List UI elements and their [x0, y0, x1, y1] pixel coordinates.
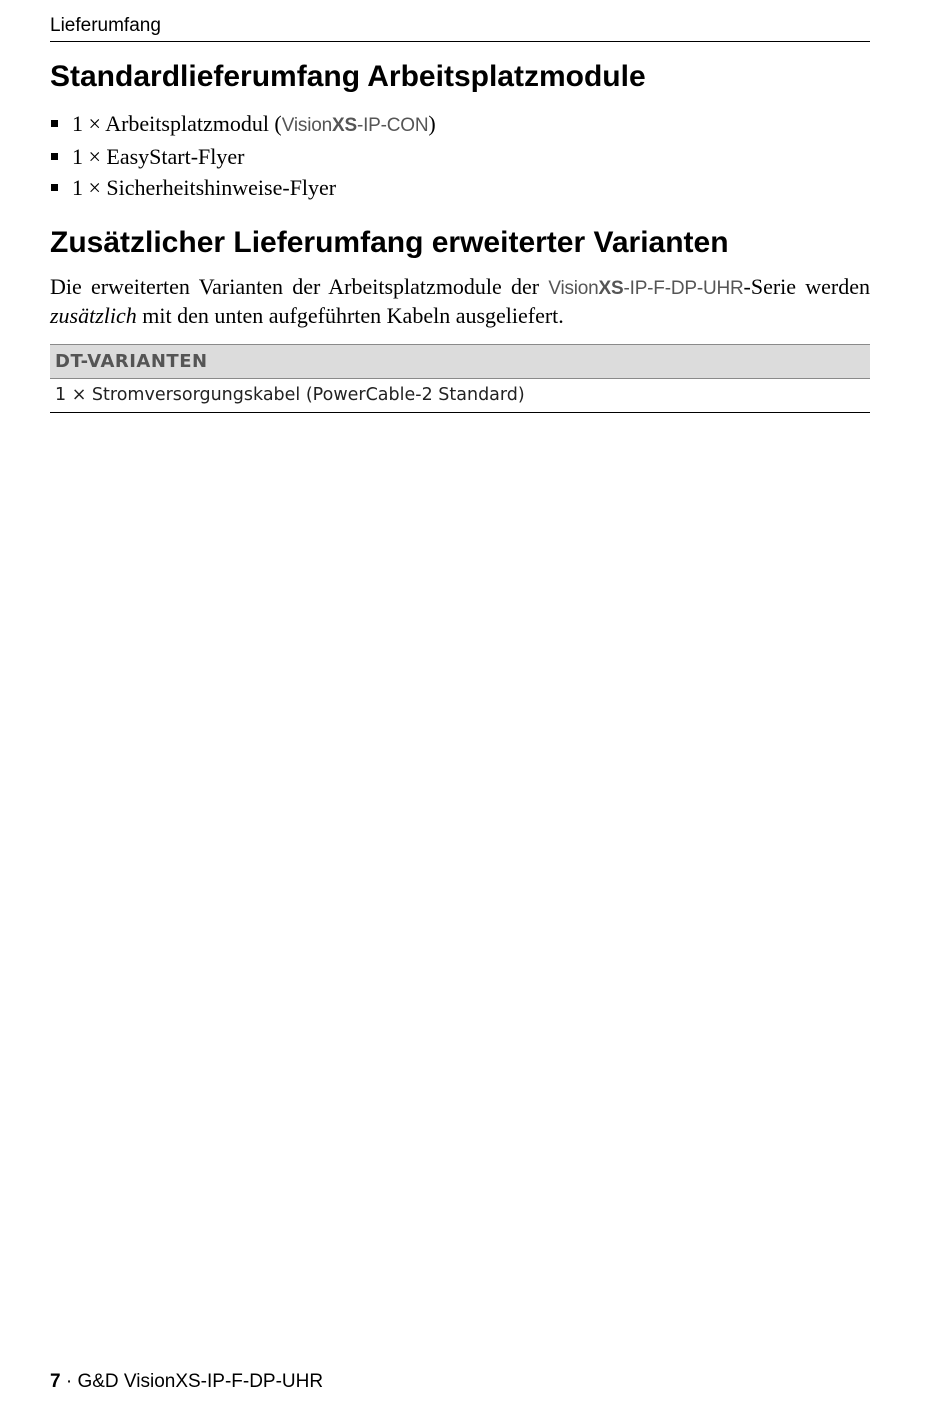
square-bullet-icon: [51, 153, 58, 160]
list-item-text: 1 × Arbeitsplatzmodul (: [72, 111, 282, 136]
list-item: [50, 172, 436, 203]
list-item: 1 × Arbeitsplatzmodul (VisionXS-IP-CON): [50, 108, 436, 141]
section-title-standard-delivery: Standardlieferumfang Arbeitsplatzmodule: [50, 60, 646, 93]
list-item-text: 1 × EasyStart-Flyer: [72, 144, 245, 169]
page-number: 7: [50, 1371, 61, 1392]
page-footer: [50, 1370, 323, 1394]
table-header: DT-VARIANTEN: [50, 344, 870, 379]
standard-delivery-list: [50, 108, 436, 203]
running-header-title: Lieferumfang: [50, 15, 161, 36]
running-header: [50, 14, 870, 42]
table-row: 1 × Stromversorgungskabel (PowerCable-2 Standard): [50, 379, 870, 413]
emphasis-text: zusätzlich: [50, 303, 137, 328]
square-bullet-icon: [51, 120, 58, 127]
product-name: VisionXS-IP-CON: [281, 115, 429, 136]
section-title-extended-variants: Zusätzlicher Lieferumfang erweiterter Varianten: [50, 226, 729, 259]
footer-title: G&D VisionXS-IP-F-DP-UHR: [77, 1371, 324, 1392]
list-item-text: 1 × Sicherheitshinweise-Flyer: [72, 175, 337, 200]
product-name: VisionXS-IP-F-DP-UHR: [548, 278, 744, 299]
square-bullet-icon: [51, 184, 58, 191]
list-item: [50, 141, 436, 172]
variants-table: [50, 344, 870, 413]
extended-variants-paragraph: Die erweiterten Varianten der Arbeitsplatzmodule der VisionXS-IP-F-DP-UHR-Serie werden zusätzlich mit den unten aufgeführten Kabeln ausgeliefert.: [50, 274, 870, 328]
footer-separator: ·: [60, 1371, 78, 1392]
